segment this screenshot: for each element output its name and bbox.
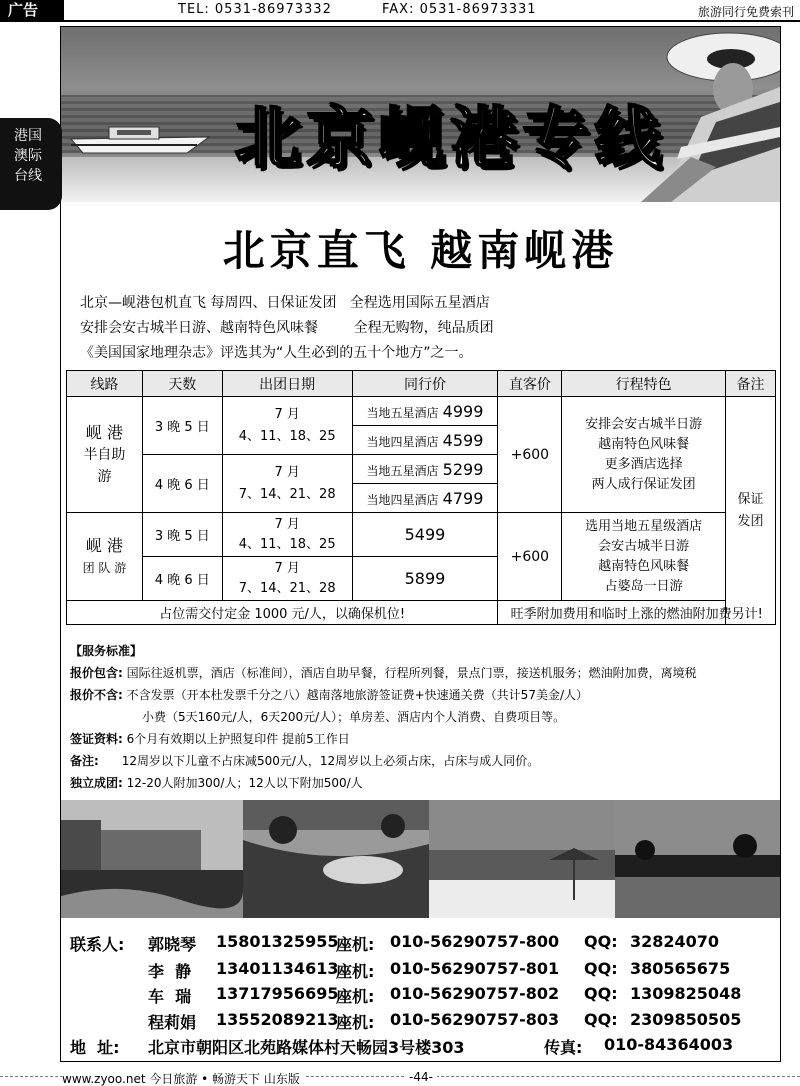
ad-label: 广告 [0,0,64,20]
route-cell [67,397,143,513]
feature-line: 选用当地五星级酒店 [585,518,703,534]
contact-landline: 010-56290757-800 [390,932,560,951]
fax-label: 传真: [544,1038,583,1057]
route-line: 团 队 游 [82,560,127,575]
dates-text: 4、11、18、25 [238,536,336,552]
feature-line: 会安古城半日游 [598,538,690,554]
contact-row [70,959,776,983]
qq-label: QQ: [584,1010,618,1029]
deposit-note-row [67,601,776,625]
dates-cell [222,455,352,513]
contact-qq: 380565675 [630,959,731,978]
direct-price-cell: +600 [498,513,562,601]
table-header-row [67,371,776,397]
contact-landline: 010-56290757-801 [390,959,560,978]
landline-label: 座机: [336,1013,375,1032]
surcharge-note: 旺季附加费用和临时上涨的燃油附加费另计! [498,601,776,625]
fax-text: 010-84364003 [604,1035,734,1054]
service-label: 独立成团: [70,776,123,790]
col-header: 直客价 [498,371,562,397]
contact-name: 车 瑞 [148,987,192,1006]
service-text: 12-20人附加300/人；12人以下附加500/人 [122,776,363,790]
top-bar [0,0,800,22]
hotel-label: 当地五星酒店 [366,405,439,420]
pool-photo [243,800,429,918]
remark-line: 发团 [737,513,764,529]
side-tab-line: 台线 [14,168,42,184]
landline-label: 座机: [336,935,375,954]
contact-row [70,984,776,1008]
address-text: 北京市朝阳区北苑路媒体村天畅园3号楼303 [148,1038,465,1057]
price-cell [352,397,498,426]
fax-number: FAX: 0531-86973331 [382,2,537,17]
table-row [67,513,776,557]
contact-name: 程莉娟 [148,1013,197,1032]
month-text: 7 月 [274,516,300,532]
service-label: 报价包含: [70,666,123,680]
page-footer [0,1068,800,1086]
route-line: 半自助 [83,446,126,463]
col-header: 行程特色 [562,371,726,397]
dates-text: 7、14、21、28 [238,486,336,502]
contacts-label: 联系人: [70,935,125,954]
col-header: 线路 [67,371,143,397]
dates-text: 7、14、21、28 [238,580,336,596]
remark-cell [726,397,776,625]
landline-label: 座机: [336,987,375,1006]
col-header: 同行价 [352,371,498,397]
days-cell: 3 晚 5 日 [142,513,222,557]
side-tab-line: 港国 [14,128,42,144]
dates-cell [222,557,352,601]
direct-price-cell: +600 [498,397,562,513]
month-text: 7 月 [274,560,300,576]
feature-line: 越南特色风味餐 [598,558,690,574]
tel-number: TEL: 0531-86973332 [178,2,332,17]
col-header: 备注 [726,371,776,397]
photo-strip [61,800,780,918]
resort-photo [61,800,243,918]
feature-line: 占婆岛一日游 [604,578,683,594]
service-label: 备注: [70,754,99,768]
hotel-label: 当地四星酒店 [366,492,439,507]
service-text: 不含发票（开本杜发票千分之八）越南落地旅游签证费+快速通关费（共计57美金/人） [122,688,588,702]
remark-line: 保证 [737,491,764,507]
intro-line: 《美国国家地理杂志》评选其为“人生必到的五十个地方”之一。 [80,345,473,361]
pool-palms-image [243,800,429,918]
sunset-photo [615,800,780,918]
contact-name: 李 静 [148,962,192,981]
service-item [70,684,776,706]
contact-landline: 010-56290757-803 [390,1010,560,1029]
dates-cell [222,513,352,557]
address-label: 地 址: [70,1038,120,1057]
contact-name: 郭晓琴 [148,935,197,954]
price-value: 4999 [442,401,484,421]
resort-buildings-image [61,800,243,918]
month-text: 7 月 [274,406,300,422]
address-row [70,1035,776,1059]
price-cell [352,426,498,455]
route-line: 游 [97,468,112,485]
service-item [70,728,776,750]
intro-line: 安排会安古城半日游、越南特色风味餐 全程无购物，纯品质团 [80,320,494,336]
price-cell [352,455,498,484]
price-table [66,370,776,625]
col-header: 出团日期 [222,371,352,397]
services-heading: 【服务标准】 [70,644,143,658]
headline: 北京直飞 越南岘港 [222,226,619,275]
hotel-label: 当地五星酒店 [366,463,439,478]
contact-qq: 1309825048 [630,984,742,1003]
days-cell: 4 晚 6 日 [142,557,222,601]
contact-qq: 2309850505 [630,1010,742,1029]
feature-line: 越南特色风味餐 [598,436,690,452]
service-standards [70,640,776,794]
qq-label: QQ: [584,932,618,951]
route-line: 岘 港 [85,422,123,442]
beach-photo [429,800,615,918]
qq-label: QQ: [584,959,618,978]
contact-mobile: 13717956695 [216,984,339,1003]
service-item [70,772,776,794]
month-text: 7 月 [274,464,300,480]
service-text: 国际往返机票，酒店（标准间），酒店自助早餐，行程所列餐，景点门票，接送机服务；燃油附加费，离境税 [122,666,697,680]
contact-landline: 010-56290757-802 [390,984,560,1003]
feature-line: 两人成行保证发团 [591,476,696,492]
service-text: 6个月有效期以上护照复印件 提前5工作日 [122,732,350,746]
dates-text: 4、11、18、25 [238,428,336,444]
qq-label: QQ: [584,984,618,1003]
service-label: 报价不含: [70,688,123,702]
banner-title: 北京岘港专线 [235,100,667,177]
service-item [70,662,776,684]
contact-mobile: 15801325955 [216,932,339,951]
hotel-label: 当地四星酒店 [366,434,439,449]
feature-line: 安排会安古城半日游 [585,416,703,432]
landline-label: 座机: [336,962,375,981]
features-cell [562,397,726,513]
feature-line: 更多酒店选择 [604,456,683,472]
contact-qq: 32824070 [630,932,720,951]
route-cell [67,513,143,601]
footer-site: www.zyoo.net 今日旅游 • 畅游天下 山东版 [62,1070,306,1086]
service-text: 12周岁以下儿童不占床减500元/人，12周岁以上必须占床，占床与成人同价。 [98,754,540,768]
service-item [70,750,776,772]
publication-note: 旅游同行免费索刊 [697,5,794,19]
price-cell [352,484,498,513]
beach-umbrella-image [429,800,615,918]
price-value: 4599 [442,430,484,450]
contact-row [70,932,776,956]
side-tab-line: 澳际 [14,148,42,164]
route-line: 岘 港 [85,535,123,555]
service-item [70,706,776,728]
contact-row [70,1010,776,1034]
col-header: 天数 [142,371,222,397]
table-row [67,397,776,426]
contact-mobile: 13552089213 [216,1010,339,1029]
page-number: -44- [405,1070,437,1084]
sunset-palms-image [615,800,780,918]
service-text: 小费（5天160元/人，6天200元/人）；单房差、酒店内个人消费、自费项目等。 [142,710,566,724]
features-cell [562,513,726,601]
price-cell: 5899 [352,557,498,601]
days-cell: 4 晚 6 日 [142,455,222,513]
intro-line: 北京—岘港包机直飞 每周四、日保证发团 全程选用国际五星酒店 [80,295,490,311]
price-cell: 5499 [352,513,498,557]
contact-mobile: 13401134613 [216,959,339,978]
price-value: 5299 [442,459,484,479]
price-value: 4799 [442,488,484,508]
dates-cell [222,397,352,455]
deposit-note: 占位需交付定金 1000 元/人，以确保机位! [67,601,498,625]
days-cell: 3 晚 5 日 [142,397,222,455]
service-label: 签证资料: [70,732,123,746]
banner-image [61,27,780,202]
side-category-tab [0,118,62,210]
